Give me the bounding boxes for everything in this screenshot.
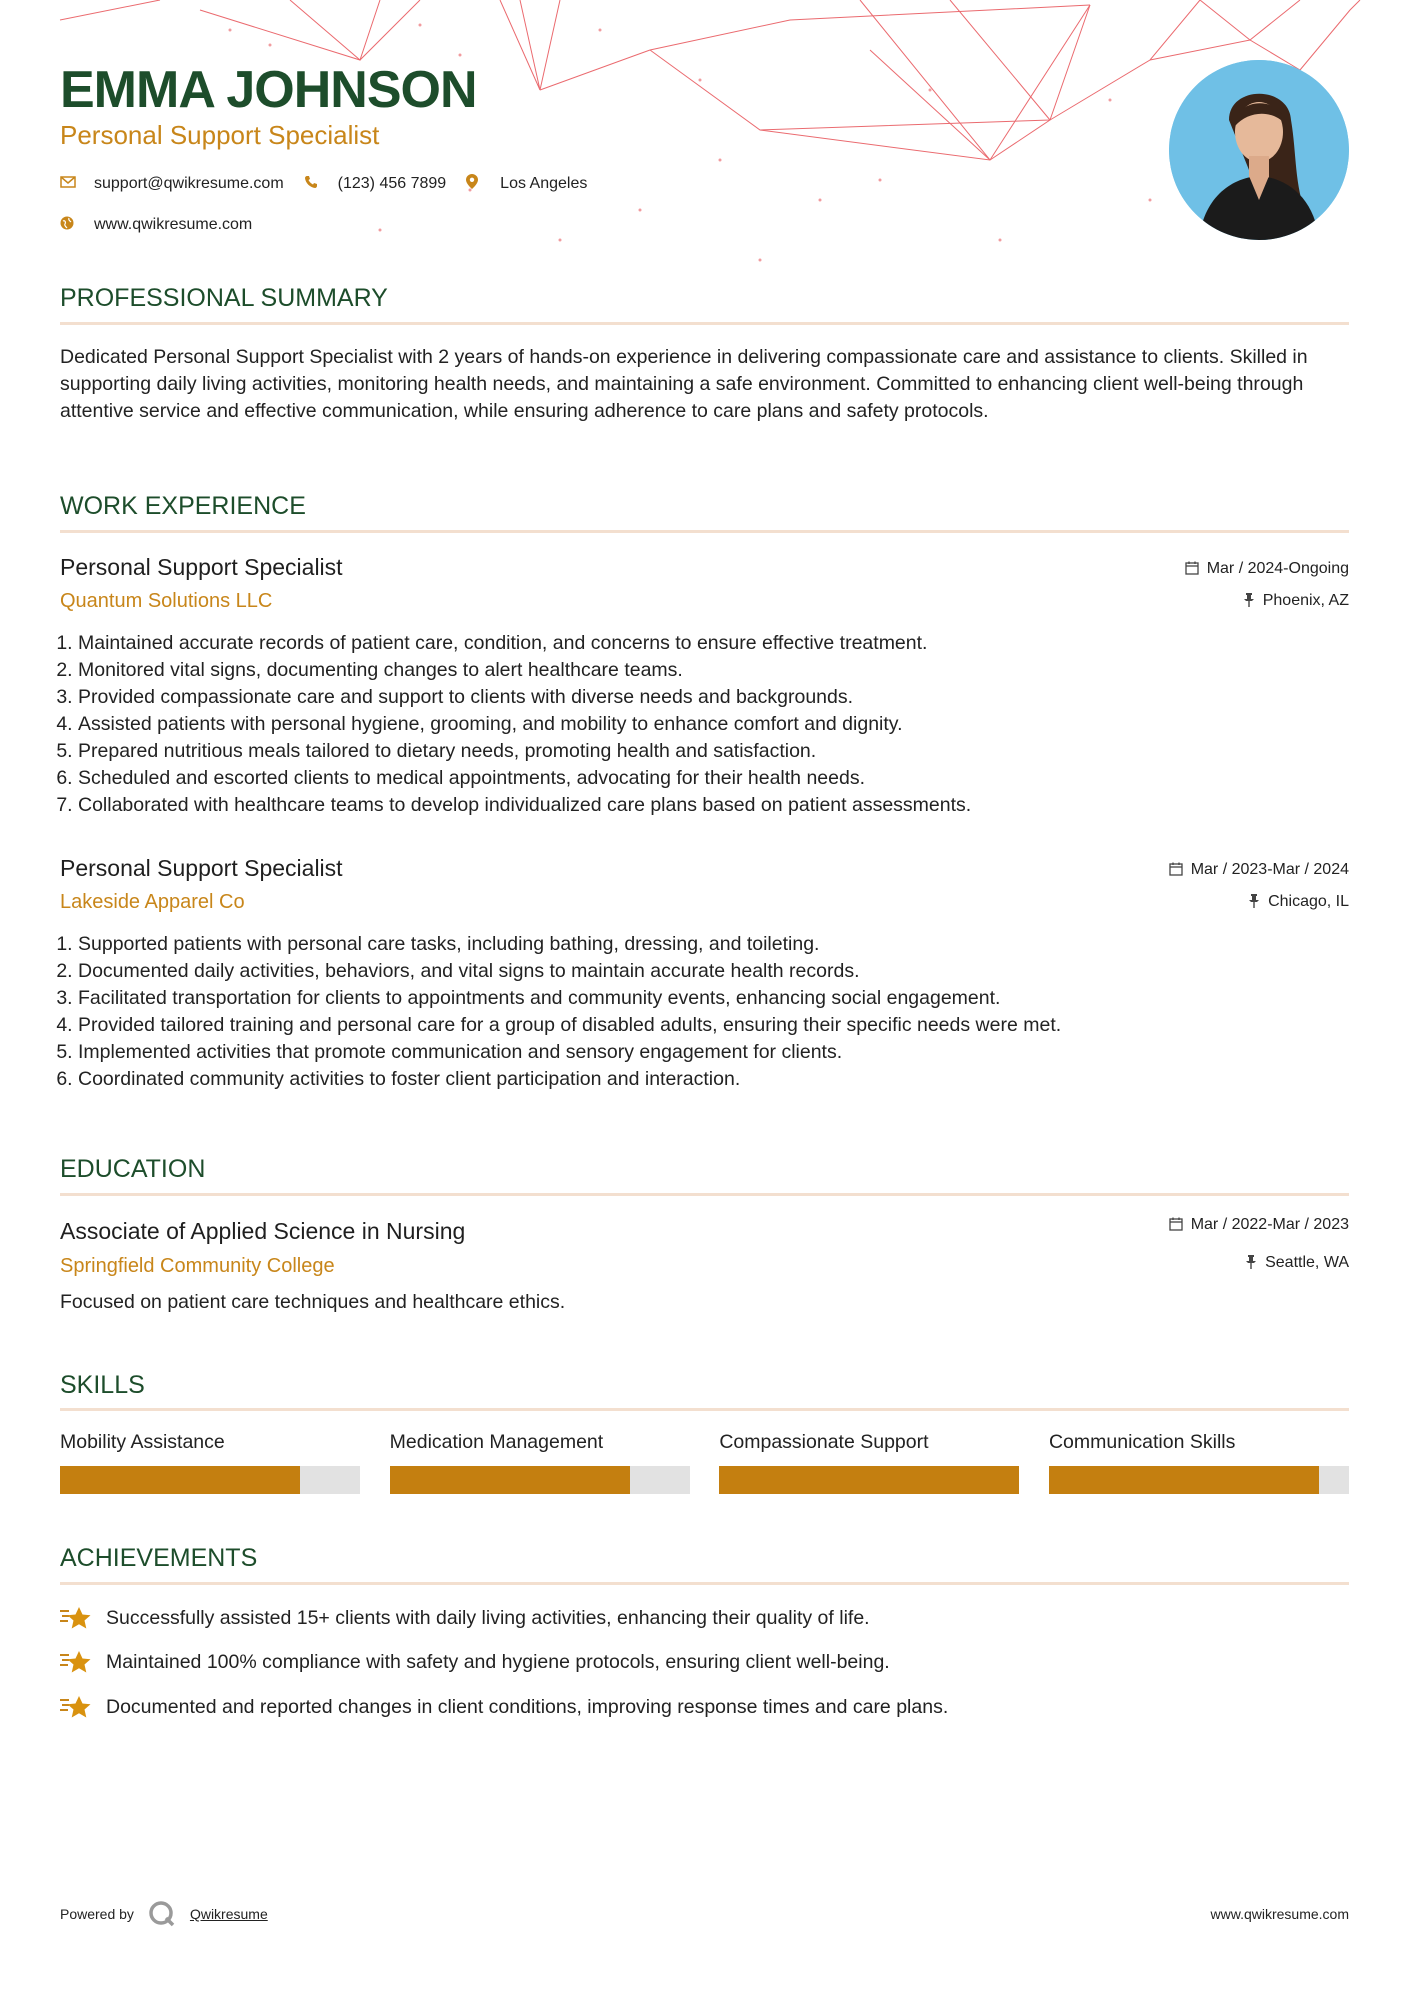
list-item: 5. Implemented activities that promote communication and sensory engagement for clients. bbox=[78, 1039, 1367, 1066]
powered-by-label: Powered by bbox=[60, 1906, 134, 1922]
calendar-icon bbox=[1169, 862, 1183, 879]
section-divider bbox=[60, 530, 1349, 533]
footer-website[interactable]: www.qwikresume.com bbox=[1210, 1906, 1349, 1922]
skill-label: Medication Management bbox=[389, 1431, 604, 1453]
skill-item bbox=[1049, 1428, 1349, 1494]
list-item: 2. Documented daily activities, behaviors, and vital signs to maintain accurate health records. bbox=[78, 958, 1367, 985]
skill-label: Communication Skills bbox=[1048, 1431, 1236, 1453]
school-name: Springfield Community College bbox=[60, 1255, 335, 1277]
star-award-icon bbox=[60, 1694, 92, 1720]
skill-level-bar bbox=[719, 1466, 1019, 1494]
job-title: Personal Support Specialist bbox=[60, 855, 343, 881]
list-item: 6. Scheduled and escorted clients to medical appointments, advocating for their health needs. bbox=[78, 765, 1367, 792]
job-company: Quantum Solutions LLC bbox=[60, 590, 273, 612]
skill-item bbox=[60, 1428, 360, 1494]
job-location bbox=[1248, 893, 1349, 911]
skill-level-fill bbox=[719, 1466, 1019, 1494]
job-title: Personal Support Specialist bbox=[60, 554, 343, 580]
summary-text: Dedicated Personal Support Specialist with 2 years of hands-on experience in delivering compassionate care and assistance to clients. Skilled in supporting daily living activities, monitoring health needs, and maintaining a safe environment. Committed to enhancing client well-being through attentive service and effective communication, while ensuring adherence to care plans and safety protocols. bbox=[60, 346, 1308, 422]
job-duties-list bbox=[60, 630, 1367, 819]
contact-row-secondary bbox=[60, 216, 272, 234]
skills-grid bbox=[60, 1428, 1349, 1494]
pushpin-icon bbox=[1245, 1255, 1257, 1272]
achievement-item bbox=[60, 1649, 1349, 1675]
contact-row-primary bbox=[60, 174, 607, 193]
job-company: Lakeside Apparel Co bbox=[60, 891, 245, 913]
list-item: 3. Facilitated transportation for clients to appointments and community events, enhancing social engagement. bbox=[78, 985, 1367, 1012]
section-divider bbox=[60, 1193, 1349, 1196]
globe-icon bbox=[60, 216, 82, 234]
envelope-icon bbox=[60, 175, 82, 192]
skill-label: Mobility Assistance bbox=[60, 1431, 225, 1453]
list-item: 4. Provided tailored training and personal care for a group of disabled adults, ensuring their specific needs were met. bbox=[78, 1012, 1367, 1039]
qwikresume-logo-icon bbox=[148, 1900, 176, 1928]
skill-item bbox=[719, 1428, 1019, 1494]
list-item: 7. Collaborated with healthcare teams to develop individualized care plans based on patient assessments. bbox=[78, 792, 1367, 819]
skills-heading: SKILLS bbox=[60, 1371, 145, 1399]
achievement-item bbox=[60, 1605, 1349, 1631]
footer bbox=[60, 1900, 1349, 1928]
powered-by bbox=[60, 1900, 268, 1928]
list-item: 2. Monitored vital signs, documenting changes to alert healthcare teams. bbox=[78, 657, 1367, 684]
website-link[interactable]: www.qwikresume.com bbox=[94, 216, 253, 233]
list-item: 4. Assisted patients with personal hygiene, grooming, and mobility to enhance comfort and dignity. bbox=[78, 711, 1367, 738]
education-dates bbox=[1169, 1216, 1349, 1234]
achievement-text: Documented and reported changes in client conditions, improving response times and care plans. bbox=[106, 1695, 949, 1718]
map-pin-icon bbox=[466, 174, 488, 193]
education-description: Focused on patient care techniques and healthcare ethics. bbox=[60, 1291, 566, 1313]
degree-title: Associate of Applied Science in Nursing bbox=[60, 1218, 466, 1244]
summary-heading: PROFESSIONAL SUMMARY bbox=[60, 284, 388, 312]
section-divider bbox=[60, 1582, 1349, 1585]
star-award-icon bbox=[60, 1605, 92, 1631]
job-dates bbox=[1169, 861, 1349, 879]
skill-level-bar bbox=[390, 1466, 690, 1494]
skill-level-bar bbox=[60, 1466, 360, 1494]
qwikresume-link[interactable]: Qwikresume bbox=[189, 1906, 268, 1922]
star-award-icon bbox=[60, 1649, 92, 1675]
candidate-name: EMMA JOHNSON bbox=[60, 61, 477, 119]
skill-level-fill bbox=[390, 1466, 630, 1494]
achievement-item bbox=[60, 1694, 1349, 1720]
email-link[interactable]: support@qwikresume.com bbox=[94, 174, 284, 192]
section-divider bbox=[60, 1408, 1349, 1411]
job-location-text: Phoenix, AZ bbox=[1262, 592, 1349, 609]
profile-photo bbox=[1169, 60, 1349, 240]
calendar-icon bbox=[1169, 1217, 1183, 1234]
phone-icon bbox=[304, 175, 326, 193]
skill-level-fill bbox=[1049, 1466, 1319, 1494]
education-heading: EDUCATION bbox=[60, 1155, 206, 1183]
skill-level-bar bbox=[1049, 1466, 1349, 1494]
skill-item bbox=[390, 1428, 690, 1494]
list-item: 1. Maintained accurate records of patient care, condition, and concerns to ensure effective treatment. bbox=[78, 630, 1367, 657]
skill-label: Compassionate Support bbox=[719, 1431, 929, 1453]
skill-level-fill bbox=[60, 1466, 300, 1494]
achievement-text: Maintained 100% compliance with safety and hygiene protocols, ensuring client well-being. bbox=[106, 1650, 890, 1673]
job-dates bbox=[1185, 560, 1349, 578]
location-text: Los Angeles bbox=[500, 174, 588, 192]
achievement-text: Successfully assisted 15+ clients with daily living activities, enhancing their quality of life. bbox=[106, 1606, 870, 1629]
education-location bbox=[1245, 1254, 1349, 1272]
education-dates-text: Mar / 2022-Mar / 2023 bbox=[1190, 1216, 1349, 1233]
list-item: 5. Prepared nutritious meals tailored to dietary needs, promoting health and satisfaction. bbox=[78, 738, 1367, 765]
job-dates-text: Mar / 2023-Mar / 2024 bbox=[1190, 861, 1349, 878]
calendar-icon bbox=[1185, 561, 1199, 578]
pushpin-icon bbox=[1248, 894, 1260, 911]
job-duties-list bbox=[60, 931, 1367, 1093]
phone-number[interactable]: (123) 456 7899 bbox=[337, 174, 447, 192]
job-location-text: Chicago, IL bbox=[1268, 893, 1349, 910]
education-location-text: Seattle, WA bbox=[1265, 1254, 1349, 1271]
pushpin-icon bbox=[1243, 593, 1255, 610]
list-item: 3. Provided compassionate care and support to clients with diverse needs and backgrounds. bbox=[78, 684, 1367, 711]
experience-heading: WORK EXPERIENCE bbox=[60, 492, 306, 520]
job-dates-text: Mar / 2024-Ongoing bbox=[1206, 560, 1349, 577]
list-item: 6. Coordinated community activities to foster client participation and interaction. bbox=[78, 1066, 1367, 1093]
job-location bbox=[1243, 592, 1349, 610]
candidate-title: Personal Support Specialist bbox=[60, 120, 380, 150]
list-item: 1. Supported patients with personal care tasks, including bathing, dressing, and toileting. bbox=[78, 931, 1367, 958]
achievements-heading: ACHIEVEMENTS bbox=[60, 1544, 258, 1572]
section-divider bbox=[60, 322, 1349, 325]
